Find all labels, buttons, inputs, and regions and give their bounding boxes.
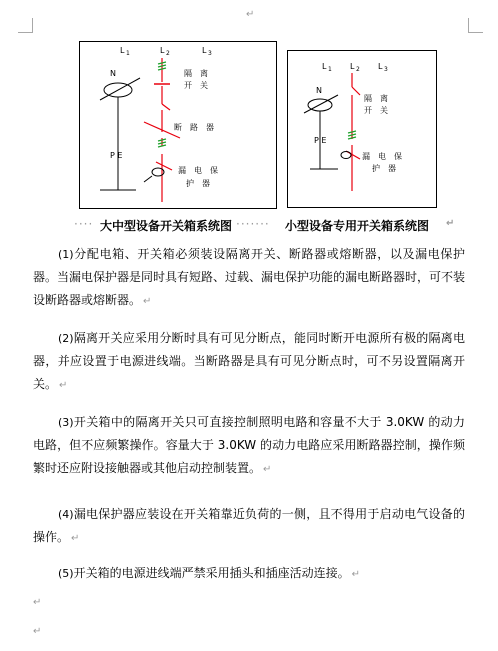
caption-leader-dots-1: ···· bbox=[74, 217, 94, 231]
paragraph-4 bbox=[33, 503, 465, 550]
paragraph-3-mark: ↵ bbox=[263, 464, 272, 475]
small-leakage-protector-label-2: 护 器 bbox=[372, 164, 396, 173]
paragraph-4-number: (4) bbox=[58, 508, 74, 521]
paragraph-1-text: 分配电箱、开关箱必须装设隔离开关、断路器或熔断器，以及漏电保护器。当漏电保护器是同时具有短路、过载、漏电保护功能的漏电断路器时，可不装设断路器或熔断器。 bbox=[33, 247, 466, 307]
small-leakage-protector-label-1: 漏 电 保 bbox=[362, 152, 402, 161]
paragraph-5-mark: ↵ bbox=[351, 569, 360, 580]
diagram-large-switchbox bbox=[79, 41, 277, 209]
crop-mark-top-right bbox=[468, 18, 483, 33]
paragraph-4-text: 漏电保护器应装设在开关箱靠近负荷的一侧，且不得用于启动电气设备的操作。 bbox=[33, 507, 465, 544]
paragraph-4-mark: ↵ bbox=[71, 533, 80, 544]
caption-leader-dots-2: ······· bbox=[236, 217, 270, 231]
isolation-switch-label-2: 开 关 bbox=[184, 81, 208, 90]
phase-label-l1: L bbox=[120, 46, 125, 55]
small-fuse-marks bbox=[348, 131, 356, 139]
phase-sub-l1: 1 bbox=[126, 50, 130, 57]
small-phase-sub-l1: 1 bbox=[328, 66, 332, 73]
empty-paragraph-mark-1: ↵ bbox=[33, 597, 42, 608]
caption-small: 小型设备专用开关箱系统图 bbox=[285, 219, 430, 233]
small-isolation-switch-label-1: 隔 离 bbox=[364, 94, 388, 103]
leakage-coil-lead bbox=[144, 176, 152, 182]
paragraph-1-number: (1) bbox=[58, 248, 74, 261]
caption-large: 大中型设备开关箱系统图 bbox=[100, 219, 233, 233]
isolation-switch-label-1: 隔 离 bbox=[184, 69, 208, 78]
paragraph-2 bbox=[33, 327, 465, 397]
leakage-protector-label-2: 护 器 bbox=[186, 179, 210, 188]
empty-paragraph-mark-2: ↵ bbox=[33, 626, 42, 637]
phase-label-l2: L bbox=[160, 46, 165, 55]
small-neutral-label: N bbox=[316, 86, 322, 95]
paragraph-1-mark: ↵ bbox=[143, 296, 152, 307]
paragraph-5-number: (5) bbox=[58, 567, 74, 580]
paragraph-2-number: (2) bbox=[58, 332, 74, 345]
diagram-large-svg bbox=[80, 42, 276, 208]
small-neutral-slash bbox=[304, 95, 338, 113]
earth-label: P E bbox=[110, 151, 123, 160]
crop-mark-top-left bbox=[18, 18, 33, 33]
diagram-small-switchbox bbox=[287, 50, 437, 208]
neutral-label: N bbox=[110, 69, 116, 78]
small-isolation-switch-label-2: 开 关 bbox=[364, 106, 388, 115]
paragraph-3 bbox=[33, 411, 465, 481]
small-phase-label-l3: L bbox=[378, 62, 383, 71]
phase-sub-l2: 2 bbox=[166, 50, 170, 57]
small-earth-label: P E bbox=[314, 136, 327, 145]
paragraph-mark: ↵ bbox=[246, 9, 255, 20]
leakage-protector-label-1: 漏 电 保 bbox=[178, 166, 218, 175]
caption-para-mark: ↵ bbox=[446, 218, 455, 229]
diagram-captions bbox=[74, 217, 464, 235]
phase-sub-l3: 3 bbox=[208, 50, 212, 57]
small-phase-label-l1: L bbox=[322, 62, 327, 71]
circuit-breaker-label: 断 路 器 bbox=[174, 123, 214, 132]
paragraph-5-text: 开关箱的电源进线端严禁采用插头和插座活动连接。 bbox=[73, 566, 350, 580]
diagram-small-svg bbox=[288, 51, 436, 207]
small-phase-sub-l3: 3 bbox=[384, 66, 388, 73]
small-phase-sub-l2: 2 bbox=[356, 66, 360, 73]
small-phase-label-l2: L bbox=[350, 62, 355, 71]
phase-label-l3: L bbox=[202, 46, 207, 55]
paragraph-2-mark: ↵ bbox=[59, 380, 68, 391]
paragraph-1 bbox=[33, 243, 465, 313]
small-leakage-coil bbox=[341, 152, 351, 159]
paragraph-5 bbox=[33, 562, 465, 586]
paragraph-3-text: 开关箱中的隔离开关只可直接控制照明电路和容量不大于 3.0KW 的动力电路，但不应频繁操作。容量大于 3.0KW 的动力电路应采用断路器控制，操作频繁时还应附设接触器或其他启动控制装置。 bbox=[33, 415, 465, 475]
paragraph-2-text: 隔离开关应采用分断时具有可见分断点，能同时断开电源所有极的隔离电器，并应设置于电源进线端。当断路器是具有可见分断点时，可不另设置隔离开关。 bbox=[33, 331, 465, 391]
paragraph-3-number: (3) bbox=[58, 416, 74, 429]
